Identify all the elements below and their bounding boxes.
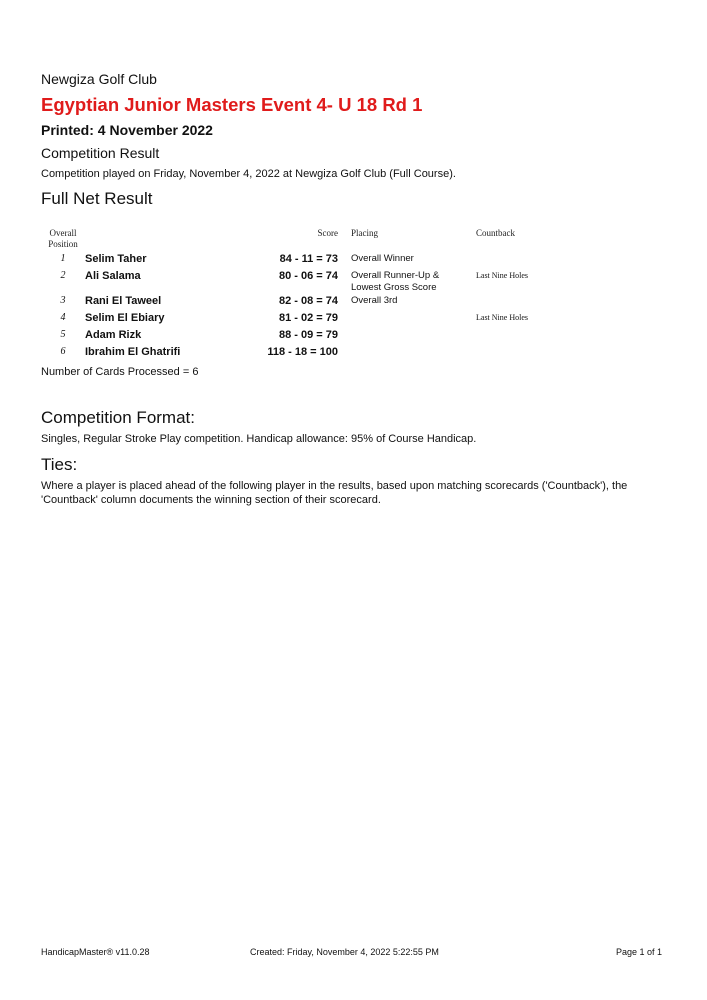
position-cell: 3 [60,295,66,306]
footer-page-number: Page 1 of 1 [615,947,662,957]
column-header-countback: Countback [476,228,515,238]
placing-cell: Overall 3rd [351,295,398,306]
ties-text: Where a player is placed ahead of the following player in the results, based upon matching scorecards ('Countback'), the 'Countback' column documents the winning section of their scorecard. [41,480,628,506]
score-cell: 82 - 08 = 74 [278,295,338,307]
event-title: Egyptian Junior Masters Event 4- U 18 Rd 1 [41,94,423,115]
player-name-cell: Selim El Ebiary [85,312,165,324]
position-cell: 6 [60,346,66,357]
competition-played-line: Competition played on Friday, November 4, 2022 at Newgiza Golf Club (Full Course). [41,168,456,180]
printed-date: Printed: 4 November 2022 [41,122,213,138]
position-cell: 2 [60,270,66,281]
column-header-score: Score [317,228,338,238]
footer-created-date: Created: Friday, November 4, 2022 5:22:55 PM [250,947,439,957]
position-cell: 1 [60,253,66,264]
score-cell: 80 - 06 = 74 [278,270,338,282]
ties-heading: Ties: [41,455,78,474]
column-header-placing: Placing [351,228,378,238]
table-row [0,294,707,310]
cards-processed: Number of Cards Processed = 6 [41,366,199,378]
score-cell: 81 - 02 = 79 [278,312,338,324]
table-row [0,328,707,344]
score-cell: 88 - 09 = 79 [278,329,338,341]
player-name-cell: Adam Rizk [85,329,142,341]
table-row [0,311,707,327]
full-net-result-heading: Full Net Result [41,189,153,208]
player-name-cell: Ibrahim El Ghatrifi [85,346,181,358]
countback-cell: Last Nine Holes [476,313,528,322]
position-cell: 5 [60,329,66,340]
club-name: Newgiza Golf Club [41,71,157,87]
document-subtitle: Competition Result [41,145,160,161]
score-cell: 84 - 11 = 73 [279,253,338,265]
player-name-cell: Rani El Taweel [85,295,162,307]
table-row [0,269,707,293]
player-name-cell: Ali Salama [85,270,141,282]
column-header-position: Overall Position [48,228,78,249]
competition-format-text: Singles, Regular Stroke Play competition. Handicap allowance: 95% of Course Handicap. [41,433,477,445]
position-cell: 4 [60,312,66,323]
footer-software-version: HandicapMaster® v11.0.28 [41,947,150,957]
score-cell: 118 - 18 = 100 [267,346,338,358]
competition-format-heading: Competition Format: [41,408,195,427]
countback-cell: Last Nine Holes [476,271,528,280]
placing-cell: Overall Runner-Up & Lowest Gross Score [351,270,440,293]
table-row [0,345,707,361]
player-name-cell: Selim Taher [85,253,147,265]
table-row [0,252,707,268]
placing-cell: Overall Winner [351,253,414,264]
